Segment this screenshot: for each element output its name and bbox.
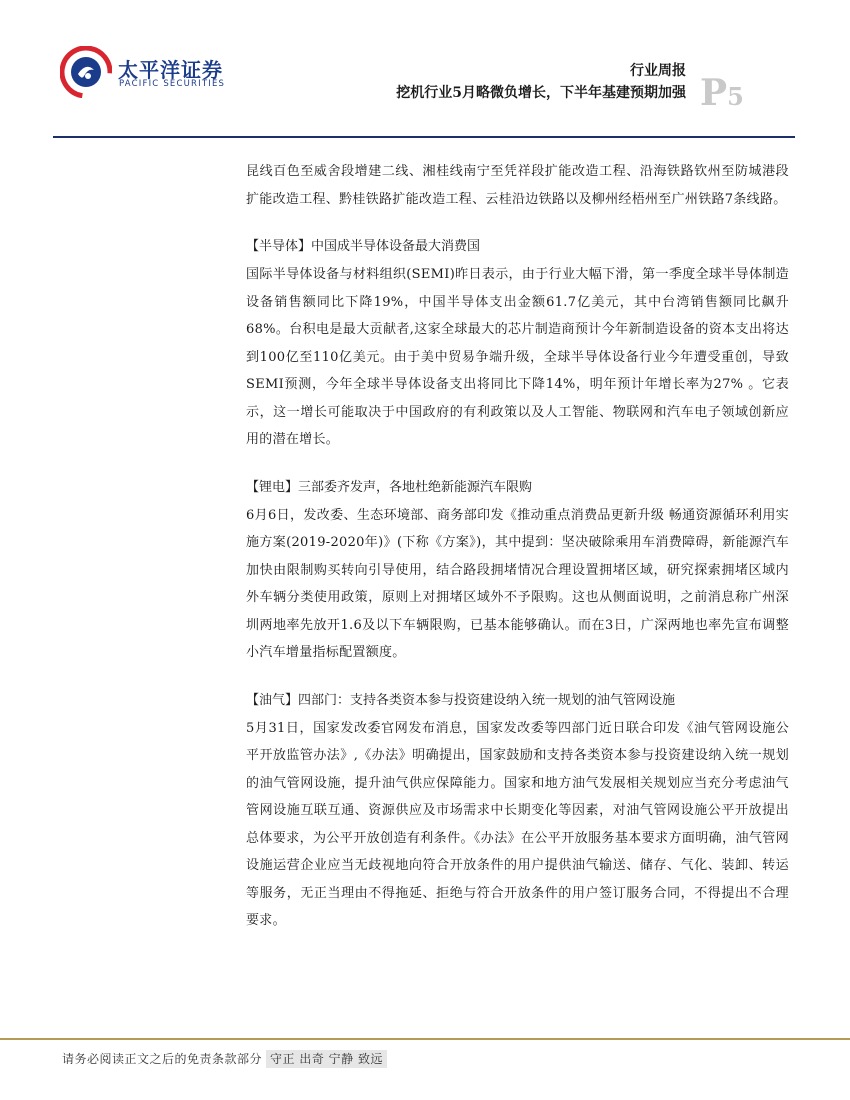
main-content [246,158,789,935]
page-number-value: 5 [727,82,744,111]
section-body: 国际半导体设备与材料组织(SEMI)昨日表示，由于行业大幅下滑，第一季度全球半导体制造设备销售额同比下降19%，中国半导体支出金额61.7亿美元，其中台湾销售额同比飙升68%。台积电是最大贡献者,这家全球最大的芯片制造商预计今年新制造设备的资本支出将达到100亿至110亿美元。由于美中贸易争端升级，全球半导体设备行业今年遭受重创，导致SEMI预测，今年全球半导体设备支出将同比下降14%，明年预计年增长率为27% 。它表示，这一增长可能取决于中国政府的有利政策以及人工智能、物联网和汽车电子领域创新应用的潜在增长。 [246,267,789,447]
section-oil-gas [246,687,789,935]
report-type: 行业周报 [630,63,686,79]
section-semiconductor [246,233,789,454]
section-body: 5月31日，国家发改委官网发布消息，国家发改委等四部门近日联合印发《油气管网设施公平开放监管办法》,《办法》明确提出，国家鼓励和支持各类资本参与投资建设纳入统一规划的油气管网设施，提升油气供应保障能力。国家和地方油气发展相关规划应当充分考虑油气管网设施互联互通、资源供应及市场需求中长期变化等因素，对油气管网设施公平开放提出总体要求，为公平开放创造有利条件。《办法》在公平开放服务基本要求方面明确，油气管网设施运营企业应当无歧视地向符合开放条件的用户提供油气输送、储存、气化、装卸、转运等服务，无正当理由不得拖延、拒绝与符合开放条件的用户签订服务合同，不得提出不合理要求。 [246,720,789,928]
footer-divider [0,1038,850,1040]
intro-paragraph: 昆线百色至威舍段增建二线、湘桂线南宁至凭祥段扩能改造工程、沿海铁路钦州至防城港段扩能改造工程、黔桂铁路扩能改造工程、云桂沿边铁路以及柳州经梧州至广州铁路7条线路。 [246,164,789,207]
section-lithium-battery [246,474,789,667]
section-title: 【油气】四部门：支持各类资本参与投资建设纳入统一规划的油气管网设施 [246,692,676,708]
report-title: 挖机行业5月略微负增长，下半年基建预期加强 [396,85,686,101]
header-divider [53,136,795,138]
footer-disclaimer: 请务必阅读正文之后的免责条款部分 [62,1052,263,1066]
page-number-letter: P [700,72,728,114]
section-body: 6月6日，发改委、生态环境部、商务部印发《推动重点消费品更新升级 畅通资源循环利用实施方案(2019-2020年)》(下称《方案》)，其中提到：坚决破除乘用车消费障碍，新能源汽车加快由限制购买转向引导使用，结合路段拥堵情况合理设置拥堵区域，研究探索拥堵区域内外车辆分类使用政策，原则上对拥堵区域外不予限购。这也从侧面说明，之前消息称广州深圳两地率先放开1.6及以下车辆限购，已基本能够确认。而在3日，广深两地也率先宣布调整小汽车增量指标配置额度。 [246,507,789,660]
company-name-cn: 太平洋证券 [118,58,223,82]
page-number [700,72,744,114]
section-title: 【锂电】三部委齐发声，各地杜绝新能源汽车限购 [246,479,533,495]
footer-motto: 守正 出奇 宁静 致远 [266,1050,387,1068]
pacific-securities-logo-icon [60,46,112,98]
company-logo [60,46,280,106]
page-footer [62,1050,387,1067]
section-title: 【半导体】中国成半导体设备最大消费国 [246,239,481,254]
page-header [0,0,850,140]
company-name-en: PACIFIC SECURITIES [119,79,226,89]
